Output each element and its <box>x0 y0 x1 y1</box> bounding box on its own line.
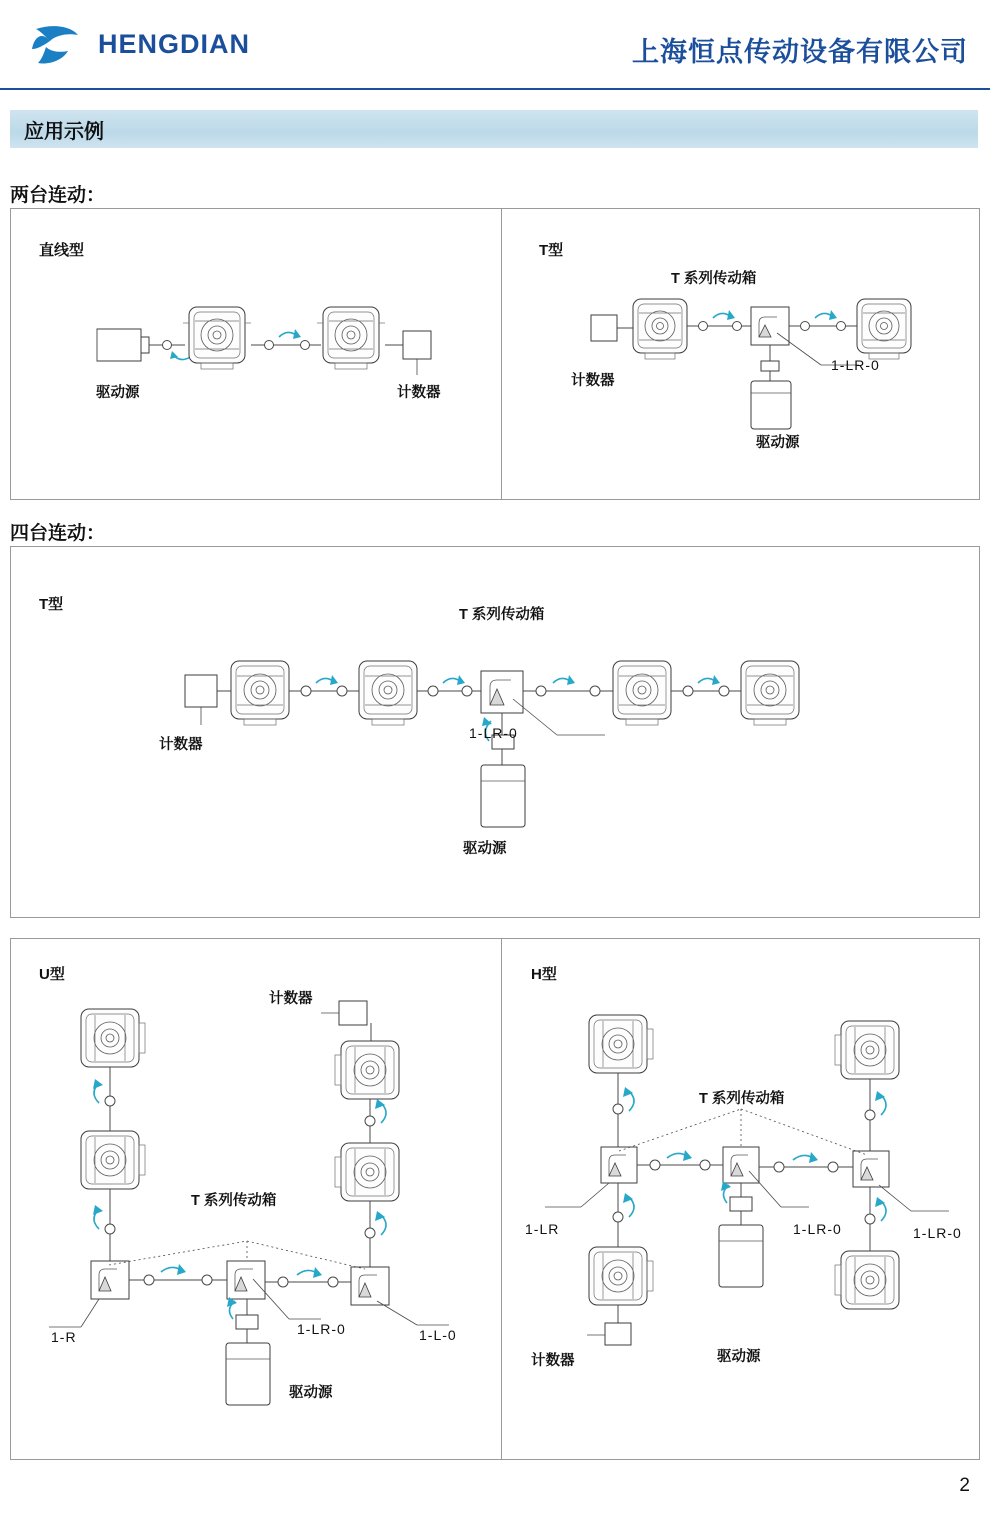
label-h-counter: 计数器 <box>531 1353 575 1369</box>
label-two-linear-source: 驱动源 <box>96 385 140 401</box>
label-four-t-counter: 计数器 <box>159 737 203 753</box>
label-two-t-source: 驱动源 <box>756 435 800 451</box>
label-two-t-code: 1-LR-0 <box>831 357 880 373</box>
panel-divider-uh <box>501 939 502 1459</box>
brand-name: HENGDIAN <box>98 28 251 59</box>
diagram-h-type <box>509 979 979 1439</box>
label-two-t-gearbox: T 系列传动箱 <box>671 271 757 287</box>
label-u-code-left: 1-R <box>51 1329 77 1345</box>
label-h-type: H型 <box>531 966 557 983</box>
label-u-code-right: 1-L-0 <box>419 1327 457 1343</box>
label-u-type: U型 <box>39 966 65 983</box>
label-two-t-type: T型 <box>539 242 564 259</box>
label-u-code-mid: 1-LR-0 <box>297 1321 346 1337</box>
label-h-code-mid: 1-LR-0 <box>793 1221 842 1237</box>
label-four-t-source: 驱动源 <box>463 841 507 857</box>
page-header <box>0 0 990 90</box>
page-number: 2 <box>959 1475 970 1496</box>
panel-two-units <box>10 208 980 500</box>
diagram-four-t <box>29 625 959 925</box>
label-two-t-counter: 计数器 <box>571 373 615 389</box>
label-four-t-code: 1-LR-0 <box>469 725 518 741</box>
brand-logo <box>28 19 250 69</box>
label-two-linear-counter: 计数器 <box>397 385 441 401</box>
diagram-two-t <box>509 289 979 499</box>
label-h-code-right: 1-LR-0 <box>913 1225 962 1241</box>
label-h-gearbox: T 系列传动箱 <box>699 1091 785 1107</box>
label-h-source: 驱动源 <box>717 1349 761 1365</box>
panel-divider <box>501 209 502 499</box>
group-label-four: 四台连动： <box>10 523 106 544</box>
section-title: 应用示例 <box>24 120 104 143</box>
label-u-source: 驱动源 <box>289 1385 333 1401</box>
fan-logo-icon <box>28 19 84 69</box>
label-two-linear-type: 直线型 <box>39 242 85 259</box>
label-u-counter: 计数器 <box>269 991 313 1007</box>
group-label-two: 两台连动： <box>10 185 106 206</box>
label-h-code-left: 1-LR <box>525 1221 560 1237</box>
section-title-bar <box>10 110 978 148</box>
diagram-u-type <box>21 979 491 1439</box>
panel-four-units-t <box>10 546 980 918</box>
panel-u-h <box>10 938 980 1460</box>
label-four-t-type: T型 <box>39 596 64 613</box>
label-u-gearbox: T 系列传动箱 <box>191 1193 277 1209</box>
label-four-t-gearbox: T 系列传动箱 <box>459 607 545 623</box>
company-name: 上海恒点传动设备有限公司 <box>632 37 968 67</box>
